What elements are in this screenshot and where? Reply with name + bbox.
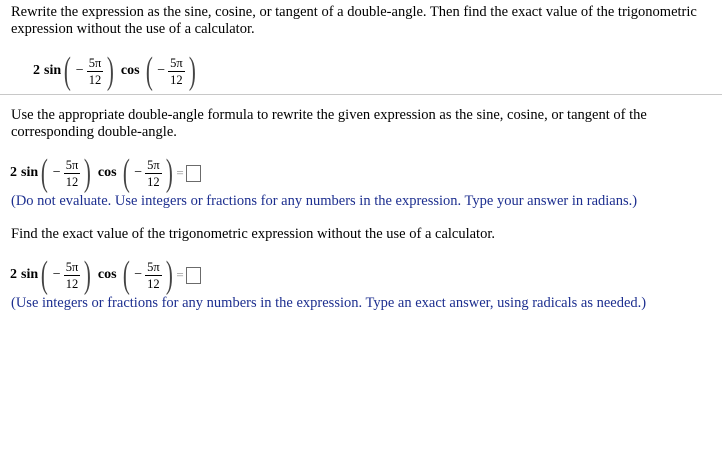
coefficient: 2 bbox=[10, 165, 17, 180]
part2-instruction: Find the exact value of the trigonometric expression without the use of a calculator. bbox=[11, 226, 495, 242]
part1-instruction: Use the appropriate double-angle formula to rewrite the given expression as the sine, cosine, or tangent of the corresponding double-angle. bbox=[11, 107, 647, 140]
minus-sign: − bbox=[134, 165, 143, 180]
fraction-denominator: 12 bbox=[147, 174, 160, 189]
sin-function: sin bbox=[44, 63, 62, 78]
problem-prompt: Rewrite the expression as the sine, cosine, or tangent of a double-angle. Then find the exact value of the trigonometric expression without the use of a calculator. bbox=[11, 4, 697, 37]
cos-function: cos bbox=[97, 267, 117, 282]
cos-function: cos bbox=[97, 165, 117, 180]
fraction bbox=[145, 260, 162, 291]
fraction-denominator: 12 bbox=[147, 276, 160, 291]
part1-hint: (Do not evaluate. Use integers or fractions for any numbers in the expression. Type your answer in radians.) bbox=[11, 193, 638, 209]
sin-function: sin bbox=[21, 165, 39, 180]
coefficient: 2 bbox=[10, 267, 17, 282]
section-divider bbox=[0, 94, 722, 95]
coefficient: 2 bbox=[33, 63, 40, 78]
fraction-denominator: 12 bbox=[65, 276, 79, 291]
cos-argument: ( − $\frac{5\pi}{12}$ ) bbox=[145, 50, 196, 92]
minus-sign: − bbox=[75, 63, 84, 78]
part2-hint: (Use integers or fractions for any numbers in the expression. Type an exact answer, using radicals as needed.) bbox=[11, 295, 647, 311]
fraction bbox=[64, 158, 81, 189]
fraction-numerator: 5π bbox=[65, 157, 79, 172]
fraction-denominator: 12 bbox=[88, 72, 102, 87]
fraction bbox=[87, 56, 104, 87]
cos-argument: ( − $\frac{5\pi}{12}$ ) bbox=[122, 254, 173, 296]
minus-sign: − bbox=[134, 267, 143, 282]
part1-expression bbox=[10, 154, 201, 192]
fraction bbox=[145, 158, 162, 189]
fraction bbox=[64, 260, 81, 291]
minus-sign: − bbox=[52, 165, 61, 180]
sin-argument: ( − $\frac{5\pi}{12}$ ) bbox=[40, 152, 92, 194]
fraction-numerator: 5π bbox=[147, 157, 160, 172]
part2-answer-input[interactable] bbox=[186, 267, 201, 284]
minus-sign: − bbox=[52, 267, 61, 282]
cos-function: cos bbox=[120, 63, 140, 78]
given-expression bbox=[33, 52, 198, 90]
part2-expression bbox=[10, 256, 201, 294]
fraction bbox=[168, 56, 185, 87]
fraction-denominator: 12 bbox=[65, 174, 79, 189]
part1-answer-input[interactable] bbox=[186, 165, 201, 182]
fraction-numerator: 5π bbox=[65, 259, 79, 274]
minus-sign: − bbox=[157, 63, 166, 78]
equals-sign: = bbox=[176, 165, 184, 180]
fraction-denominator: 12 bbox=[170, 72, 183, 87]
equals-sign: = bbox=[176, 267, 184, 282]
fraction-numerator: 5π bbox=[88, 55, 102, 70]
fraction-numerator: 5π bbox=[170, 55, 183, 70]
sin-function: sin bbox=[21, 267, 39, 282]
sin-argument: ( − $\frac{5\pi}{12}$ ) bbox=[40, 254, 92, 296]
fraction-numerator: 5π bbox=[147, 259, 160, 274]
cos-argument: ( − $\frac{5\pi}{12}$ ) bbox=[122, 152, 173, 194]
sin-argument: ( − $\frac{5\pi}{12}$ ) bbox=[63, 50, 115, 92]
